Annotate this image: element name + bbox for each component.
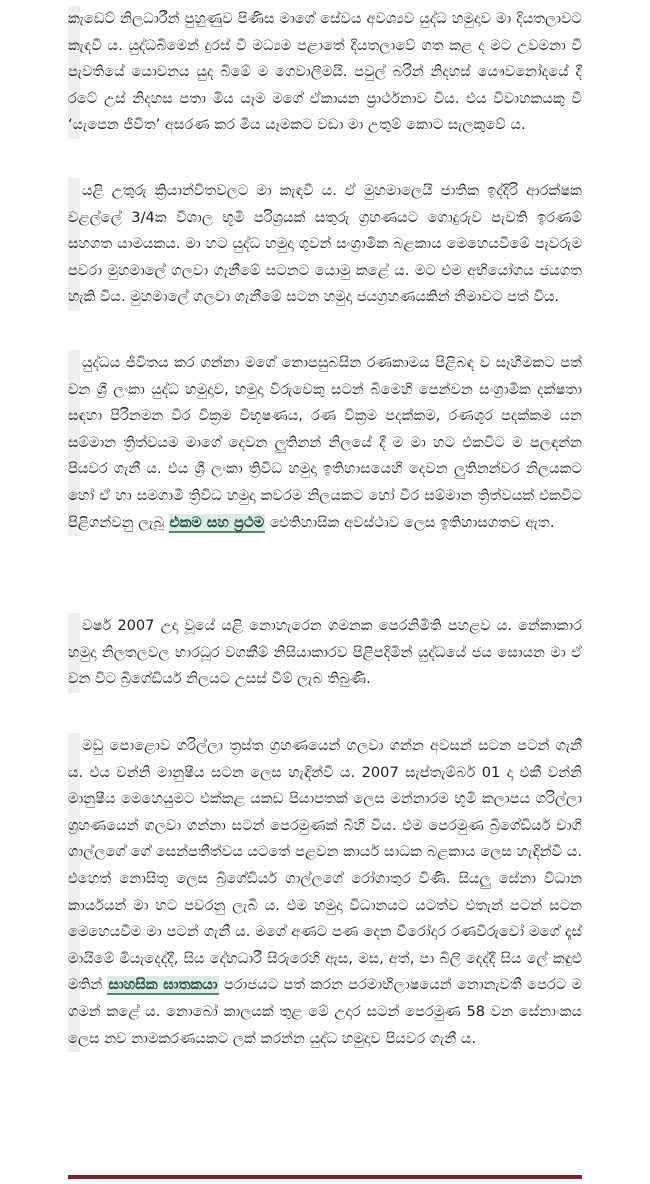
paragraph-1-text: කැඩෙට් නිලධාරීන් පුහුණුව පිණිස මාගේ සේවය අවශ්‍යව යුද්ධ හමුදාව මා දියතලාවට කැඳවී ය. යුද්ධබිමෙන් දුරස් වී මධ්‍යම පළාතේ දියතලාවේ ගත කළ ද මට උවමනා වී පැවතියේ යොවනය යුද බිමේ ම ගෙවාලීමයි. පවුල් බරින් නිදහස් යෞවනෝදයේ දී රටේ උස් නිදහස පතා මිය යෑම මගේ ඒකායන ප්‍රාර්ථනාව විය. එය විවාහකයකු වී ‘යැපෙන ජීවිත’ අසරණ කර මිය යෑමකට වඩා මා උතුම් කොට සැලකුවේ ය. <box>68 10 582 134</box>
paragraph-text <box>68 6 582 139</box>
paragraph-3-text-post: ඓතිහාසික අවස්ථාව ලෙස ඉතිහාසගතව ඇත. <box>269 513 555 531</box>
paragraph-4-text: වර්ෂ 2007 උදා වූයේ යළි නොහැරෙන ගමනක පෙරනිමිති පහළව ය. නේකාකාර හමුදා නිලතලවල භාරධූර වගකීම් නිසියාකාරව පිළිපදිමින් යුද්ධයේ ජය සොයන මා ඒ වන විට බ්‍රිගේඩියර් නිලයට උසස් වීම් ලැබ තිබුණි. <box>68 617 582 688</box>
paragraph-5-text-post: පරාජයට පත් කරන පරමාභිලාෂයෙන් නොනැවතී පෙරට ම ගමන් කළේ ය. නොබෝ කාලයක් තුළ මේ උදාර සටන් පෙරමුණ 58 වන සේනාංකය ලෙස නව නාමකරණයකට ලක් කරන්න යුද්ධ හමුදාව පියවර ගැනී ය. <box>68 976 583 1047</box>
highlight-link-ruthless-killer[interactable]: සාහසික ඝාතකයා <box>108 976 218 994</box>
highlight-link-first-and-only[interactable]: එකම සහ ප්‍රථම <box>169 513 265 531</box>
paragraph-3-text-pre: යුද්ධය ජීවිතය කර ගන්නා මගේ නොපසුබසින රණකාමය පිළිබඳ ව සෑහීමකට පත් වන ශ්‍රී ලංකා යුද්ධ හමුදාව, හමුදා විරුවෙකු සටන් බිමෙහි පෙන්වන සංග්‍රාමික දක්ෂතා සඳහා පිරිනමන වීර වික්‍රම විභූෂණය, රණ වික්‍රම පදක්කම, රණශූර පදක්කම යන සම්මාන ත්‍රිත්වයම මාගේ දෙවන ලුතිනන් නිලයේ දී ම මා හට එකවිට ම පලඳන්න පියවර ගැනී ය. එය ශ්‍රී ලංකා ත්‍රිවිධ හමුදා ඉතිහාසයෙහි දෙවන ලුතිනන්වර නිලයකට හෝ ඒ හා සමගාමී ත්‍රිවිධ හමුදා කවරම නිලයකට හෝ වීර සම්මාන ත්‍රිත්වයක් එකවිට පිළිගන්වනු ලැබූ <box>68 354 582 531</box>
paragraph-5-text-pre: මඩු පොළොව ගරිල්ලා ත්‍රස්ත ග්‍රහණයෙන් ගලවා ගන්න අවසන් සටන පටන් ගැනී ය. එය වන්නි මානුෂීය සටන ලෙස හැඳින්වී ය. 2007 සැප්තැම්බර් 01 දා එකී වන්නි මානුෂීය මෙහෙයුමට එක්කළ යකඩ පියාපතක් ලෙස මන්නාරම භූමි කලාපය ගරිල්ලා ග්‍රහණයෙන් ගලවා ගන්නා සටන් පෙරමුණක් බිහි විය. එම පෙරමුණ බ්‍රිගේඩියර් චාගි ගාල්ලගේ ගේ සෙන්පතීත්වය යටතේ පළවන කාර්ය සාධක බළකාය ලෙස හැඳින්වී ය. එහෙත් නොසිතූ ලෙස බ්‍රිගේඩියර් ගාල්ලගේ රෝගාතුර විණි. සියලු සේනා විධාන කාර්යයන් මා හට පවරනු ලැබී ය. එම හමුදා විධානයට යටත්ව එතැන් පටන් සටන මෙහෙයවීම මා පටන් ගැනී ය. මගේ අණට පණ දෙන වීරෝදාර රණවිරුවෝ මගේ දෑස් මායිමේ මියැදෙද්දී, සිය දේහධාරී සිරුරෙහි ඇස, මස, අත්, පා බිලි දෙද්දී සිය ලේ කඳුළු මතින් <box>68 737 582 994</box>
paragraph-text <box>68 733 582 1052</box>
paragraph-text <box>68 613 582 693</box>
footer-divider <box>68 1175 582 1179</box>
paragraph-text <box>68 178 582 311</box>
paragraph-2 <box>68 178 582 311</box>
paragraph-3 <box>68 350 582 536</box>
paragraph-text <box>68 350 582 536</box>
paragraph-5 <box>68 733 582 1052</box>
paragraph-4 <box>68 613 582 693</box>
paragraph-2-text: යළි උතුරු ක්‍රියාන්විතවලට මා කැඳවී ය. ඒ මුහමාලෙයි ජාතික ඉද්දිරි ආරක්ෂක වළල්ලේ 3/4ක විශාල භූමි පරිශ්‍රයක් සතුරු ග්‍රහණයට ගොදුරුව පැවති ඉරණම් සහගත යාමයකය. මා හට යුද්ධ හමුදා ගුවන් සංග්‍රාමික බළකාය මෙහෙයවීමේ පැවරුම පවරා මුහමාලේ ගලවා ගැනීමේ සටනට යොමු කළේ ය. මට එම අභියෝගය ජයගත හැකි විය. මුහමාලේ ගලවා ගැනීමේ සටන හමුදා ජයග්‍රහණයකින් නිමාවට පත් විය. <box>68 182 582 306</box>
paragraph-1 <box>68 6 582 139</box>
